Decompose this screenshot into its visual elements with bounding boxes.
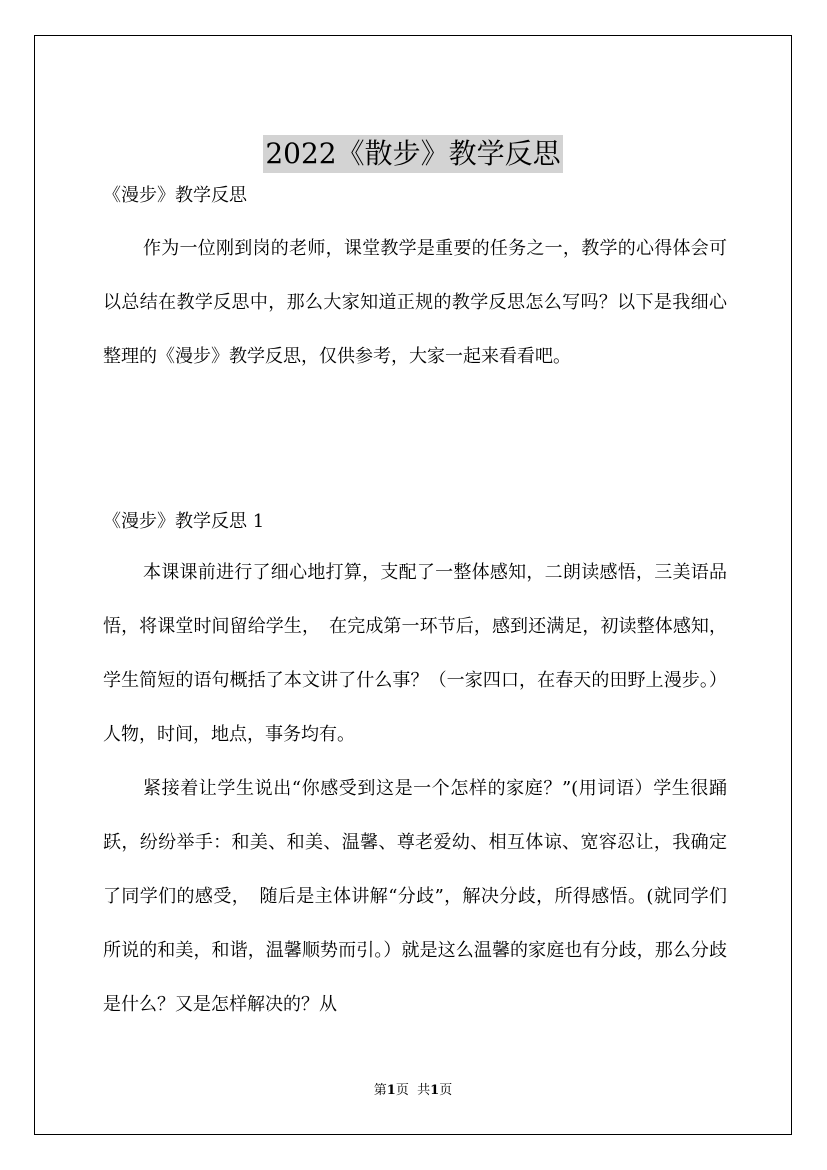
total-label-suffix: 页 — [439, 1083, 453, 1098]
page-number: 1 — [386, 1083, 396, 1098]
intro-paragraph: 作为一位刚到岗的老师，课堂教学是重要的任务之一，教学的心得体会可以总结在教学反思中，那么大家知道正规的教学反思怎么写吗？以下是我细心整理的《漫步》教学反思，仅供参考，大家一起来看看吧。 — [103, 238, 727, 367]
page-label-prefix: 第 — [373, 1083, 387, 1098]
section1-paragraph-1: 本课课前进行了细心地打算，支配了一整体感知，二朗读感悟，三美语品悟，将课堂时间留给学生， 在完成第一环节后，感到还满足，初读整体感知，学生简短的语句概括了本文讲了什么事？（一家四口，在春天的田野上漫步。）人物，时间，地点，事务均有。 — [103, 562, 727, 745]
section1-paragraph-2: 紧接着让学生说出“你感受到这是一个怎样的家庭？”(用词语）学生很踊跃，纷纷举手：和美、和美、温馨、尊老爱幼、相互体谅、宽容忍让，我确定了同学们的感受， 随后是主体讲解“分歧”，解决分歧，所得感悟。(就同学们所说的和美，和谐，温馨顺势而引。）就是这么温馨的家庭也有分歧，那么分歧是什么？又是怎样解决的？从 — [103, 778, 727, 1015]
intro-heading: 《漫步》教学反思 — [103, 185, 247, 206]
page-label-suffix: 页 — [395, 1083, 409, 1098]
title-container — [35, 135, 791, 173]
page-footer — [35, 1082, 791, 1100]
total-label-prefix: 共 — [417, 1083, 431, 1098]
document-page — [34, 35, 792, 1135]
section1-heading: 《漫步》教学反思 1 — [103, 511, 265, 532]
document-title: 2022《散步》教学反思 — [263, 135, 562, 173]
total-pages: 1 — [430, 1083, 440, 1098]
